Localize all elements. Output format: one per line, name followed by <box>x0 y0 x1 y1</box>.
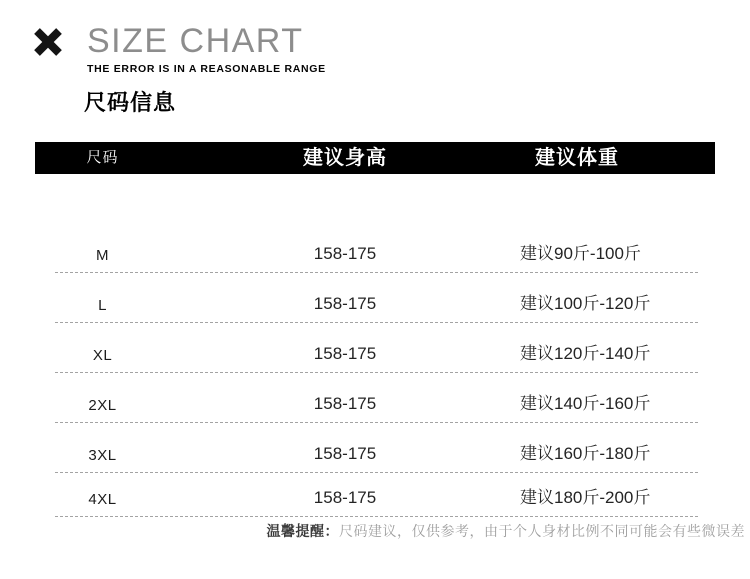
cell-weight: 建议180斤-200斤 <box>520 488 651 507</box>
cell-height: 158-175 <box>313 344 377 363</box>
cell-spacer <box>634 364 715 373</box>
page-subtitle: THE ERROR IS IN A REASONABLE RANGE <box>87 62 326 75</box>
note-text: 尺码建议，仅供参考，由于个人身材比例不同可能会有些微误差 <box>339 523 745 539</box>
table-body <box>35 174 715 517</box>
size-table <box>35 142 715 517</box>
note-label: 温馨提醒： <box>266 523 339 539</box>
cell-height: 158-175 <box>313 444 377 463</box>
table-row <box>35 473 715 517</box>
cell-weight: 建议90斤-100斤 <box>520 244 641 263</box>
brand-text-block <box>87 24 326 75</box>
column-header-spacer <box>634 142 715 174</box>
cell-spacer <box>634 464 715 473</box>
column-header-height: 建议身高 <box>303 147 387 169</box>
cell-height: 158-175 <box>313 294 377 313</box>
section-title: 尺码信息 <box>84 90 177 115</box>
cell-weight: 建议140斤-160斤 <box>520 394 651 413</box>
cell-size: M <box>96 247 109 264</box>
cell-size: 2XL <box>88 397 117 414</box>
column-header-size: 尺码 <box>86 149 119 166</box>
cell-spacer <box>634 264 715 273</box>
table-header-row <box>35 142 715 174</box>
cell-spacer <box>634 508 715 517</box>
cell-height: 158-175 <box>313 244 377 263</box>
cell-spacer <box>634 414 715 423</box>
cell-size: 4XL <box>88 491 117 508</box>
footer-note <box>267 521 746 541</box>
table-row <box>35 174 715 273</box>
cell-height: 158-175 <box>313 488 377 507</box>
table-row <box>35 273 715 323</box>
page-title: SIZE CHART <box>87 22 304 60</box>
column-header-weight: 建议体重 <box>535 147 619 169</box>
cell-size: 3XL <box>88 447 117 464</box>
cell-size: L <box>98 297 107 314</box>
cell-weight: 建议120斤-140斤 <box>520 344 651 363</box>
cell-size: XL <box>92 347 113 364</box>
cell-weight: 建议160斤-180斤 <box>520 444 651 463</box>
table-row <box>35 423 715 473</box>
table-row <box>35 323 715 373</box>
table-row <box>35 373 715 423</box>
x-mark-icon <box>33 27 63 57</box>
cell-spacer <box>634 314 715 323</box>
cell-weight: 建议100斤-120斤 <box>520 294 651 313</box>
cell-height: 158-175 <box>313 394 377 413</box>
